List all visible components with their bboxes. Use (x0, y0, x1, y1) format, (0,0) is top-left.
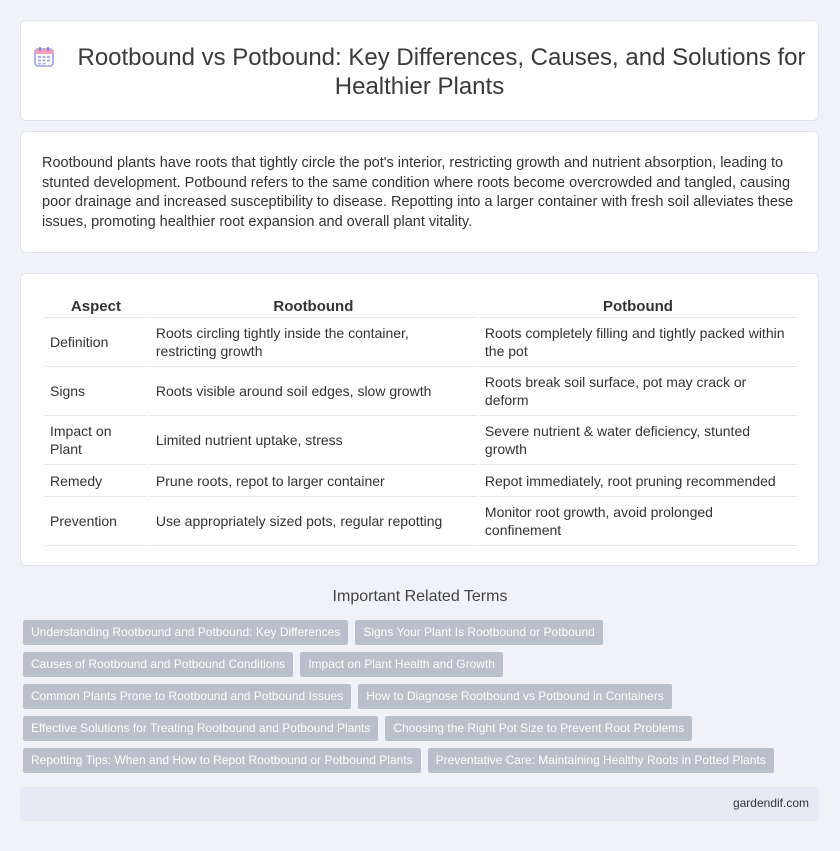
column-header-potbound: Potbound (479, 296, 797, 318)
table-cell: Signs (44, 367, 148, 416)
table-cell: Roots visible around soil edges, slow growth (150, 367, 477, 416)
table-cell: Definition (44, 318, 148, 367)
table-row (44, 367, 797, 416)
comparison-card (20, 273, 819, 566)
page-title (21, 43, 818, 101)
related-term-link[interactable]: How to Diagnose Rootbound vs Potbound in Containers (358, 684, 672, 709)
table-cell: Remedy (44, 465, 148, 497)
header-card (20, 20, 819, 121)
tag-row (23, 716, 803, 741)
table-cell: Prune roots, repot to larger container (150, 465, 477, 497)
page-title-text: Rootbound vs Potbound: Key Differences, Causes, and Solutions for Healthier Plants (77, 44, 806, 100)
table-row (44, 497, 797, 546)
table-cell: Prevention (44, 497, 148, 546)
related-term-link[interactable]: Understanding Rootbound and Potbound: Key Differences (23, 620, 348, 645)
related-term-link[interactable]: Choosing the Right Pot Size to Prevent Root Problems (385, 716, 692, 741)
related-term-link[interactable]: Preventative Care: Maintaining Healthy Roots in Potted Plants (428, 748, 774, 773)
column-header-aspect: Aspect (44, 296, 148, 318)
table-cell: Impact on Plant (44, 416, 148, 465)
table-cell: Severe nutrient & water deficiency, stunted growth (479, 416, 797, 465)
related-term-link[interactable]: Repotting Tips: When and How to Repot Rootbound or Potbound Plants (23, 748, 421, 773)
tag-row (23, 620, 803, 645)
table-cell: Roots completely filling and tightly packed within the pot (479, 318, 797, 367)
tag-row (23, 748, 803, 773)
tag-row (23, 684, 803, 709)
column-header-rootbound: Rootbound (150, 296, 477, 318)
table-cell: Repot immediately, root pruning recommended (479, 465, 797, 497)
related-term-link[interactable]: Impact on Plant Health and Growth (300, 652, 503, 677)
related-terms-heading: Important Related Terms (332, 588, 508, 605)
table-cell: Roots circling tightly inside the container, restricting growth (150, 318, 477, 367)
comparison-table (42, 296, 799, 546)
table-cell: Limited nutrient uptake, stress (150, 416, 477, 465)
site-name[interactable]: gardendif.com (732, 796, 809, 810)
summary-card (20, 131, 819, 253)
tag-row (23, 652, 803, 677)
table-cell: Roots break soil surface, pot may crack or deform (479, 367, 797, 416)
related-term-link[interactable]: Common Plants Prone to Rootbound and Potbound Issues (23, 684, 351, 709)
related-term-link[interactable]: Effective Solutions for Treating Rootbound and Potbound Plants (23, 716, 378, 741)
summary-text: Rootbound plants have roots that tightly circle the pot's interior, restricting growth and nutrient absorption, leading to stunted development. Potbound refers to the same condition where roots become overcrowded and tangled, causing poor drainage and increased susceptibility to disease. Repotting into a larger container with fresh soil alleviates these issues, promoting healthier root expansion and overall plant vitality. (42, 155, 794, 230)
table-row (44, 416, 797, 465)
calendar-icon (33, 46, 55, 68)
related-term-link[interactable]: Signs Your Plant Is Rootbound or Potbound (355, 620, 603, 645)
table-row (44, 318, 797, 367)
table-cell: Use appropriately sized pots, regular repotting (150, 497, 477, 546)
table-header-row (44, 296, 797, 318)
related-terms-list (23, 620, 803, 780)
table-cell: Monitor root growth, avoid prolonged confinement (479, 497, 797, 546)
footer (20, 787, 819, 821)
related-term-link[interactable]: Causes of Rootbound and Potbound Conditions (23, 652, 293, 677)
table-row (44, 465, 797, 497)
